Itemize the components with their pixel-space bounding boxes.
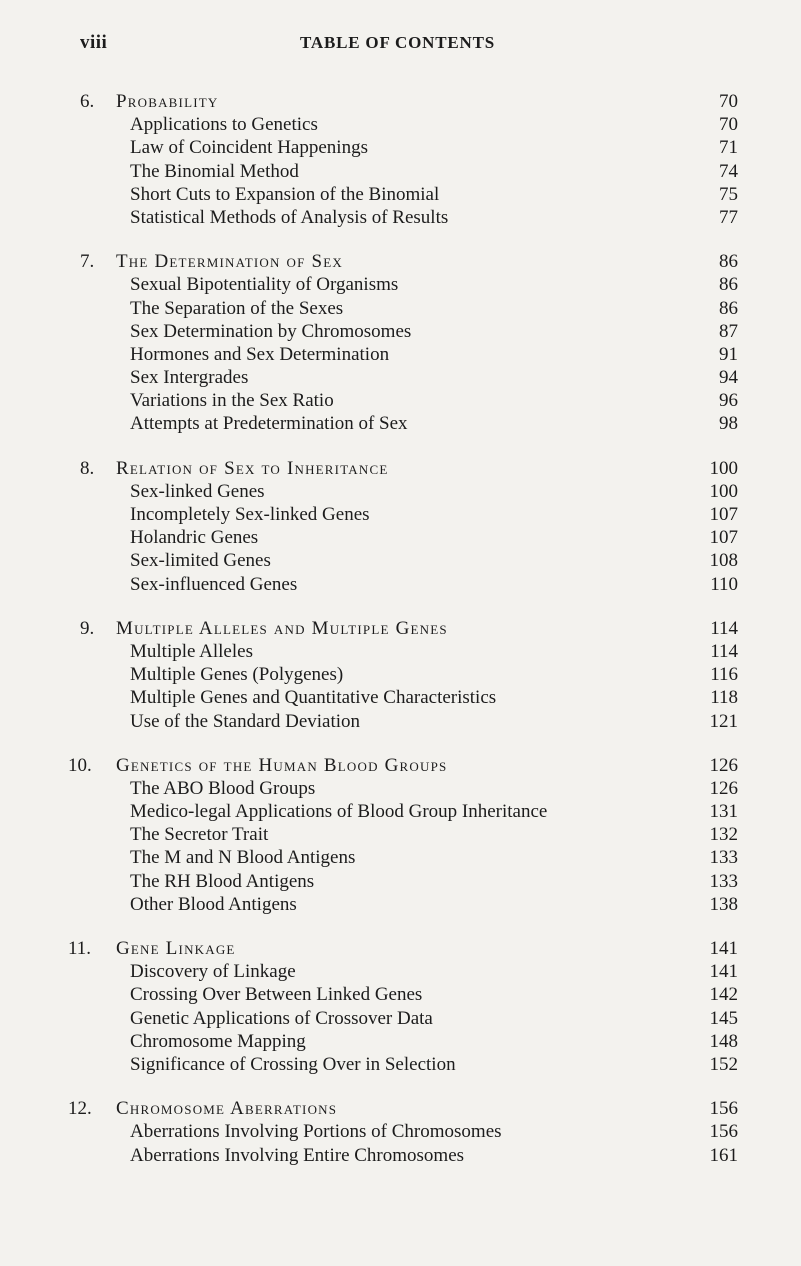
section-title: Genetic Applications of Crossover Data [130, 1007, 433, 1029]
section-entry[interactable] [80, 1053, 738, 1076]
section-title: The ABO Blood Groups [130, 777, 316, 799]
section-title: The Separation of the Sexes [130, 297, 344, 319]
chapter-title: Chromosome Aberrations [116, 1098, 338, 1120]
section-title: Multiple Alleles [130, 640, 253, 662]
chapter-number: 11. [68, 938, 92, 959]
section-page-number: 74 [719, 160, 738, 182]
section-title: Other Blood Antigens [130, 893, 297, 915]
section-page-number: 116 [710, 664, 738, 686]
section-page-number: 133 [709, 847, 738, 869]
chapter-page-number: 86 [719, 251, 738, 273]
chapter-number: 6. [80, 91, 95, 112]
chapter-number: 10. [68, 754, 92, 776]
section-title: Use of the Standard Deviation [130, 710, 361, 732]
section-title: The Secretor Trait [130, 824, 269, 846]
section-title: Variations in the Sex Ratio [130, 390, 334, 412]
section-entry[interactable] [80, 480, 738, 503]
section-title: Law of Coincident Happenings [130, 137, 368, 159]
chapter-entry[interactable] [80, 617, 738, 640]
chapter-entry[interactable] [68, 1097, 738, 1120]
section-page-number: 110 [710, 573, 738, 595]
chapter-title: The Determination of Sex [116, 251, 343, 273]
chapter-block [80, 617, 738, 733]
chapter-block [68, 754, 738, 916]
section-entry[interactable] [80, 136, 738, 159]
section-page-number: 107 [709, 527, 738, 549]
section-entry[interactable] [80, 503, 738, 526]
section-entry[interactable] [80, 389, 738, 412]
page-number: viii [80, 32, 108, 53]
section-entry[interactable] [80, 573, 738, 596]
section-page-number: 131 [709, 801, 738, 823]
section-entry[interactable] [80, 846, 738, 869]
section-entry[interactable] [80, 320, 738, 343]
section-title: Short Cuts to Expansion of the Binomial [130, 183, 440, 205]
section-entry[interactable] [80, 343, 738, 366]
section-page-number: 132 [709, 824, 738, 846]
chapter-block [68, 937, 738, 1076]
section-entry[interactable] [80, 686, 738, 709]
section-page-number: 145 [709, 1007, 738, 1029]
section-title: Significance of Crossing Over in Selection [130, 1053, 456, 1075]
section-entry[interactable] [80, 113, 738, 136]
section-entry[interactable] [80, 1144, 738, 1167]
section-title: Aberrations Involving Portions of Chromosomes [130, 1121, 502, 1143]
section-entry[interactable] [80, 549, 738, 572]
section-title: Applications to Genetics [130, 114, 318, 136]
running-head [0, 32, 801, 56]
chapter-title: Relation of Sex to Inheritance [116, 457, 389, 479]
section-page-number: 94 [719, 367, 738, 389]
section-page-number: 87 [719, 320, 738, 342]
section-title: The M and N Blood Antigens [130, 847, 356, 869]
section-page-number: 98 [719, 413, 738, 435]
section-title: Sex-influenced Genes [130, 573, 298, 595]
section-title: Incompletely Sex-linked Genes [130, 504, 370, 525]
section-page-number: 114 [710, 640, 738, 662]
chapter-number: 7. [80, 251, 95, 273]
chapter-number: 9. [80, 617, 95, 639]
section-page-number: 71 [719, 137, 738, 159]
section-page-number: 121 [709, 710, 738, 732]
section-title: Aberrations Involving Entire Chromosomes [130, 1144, 465, 1166]
section-page-number: 138 [709, 893, 738, 915]
section-title: Sex Determination by Chromosomes [130, 320, 412, 342]
section-page-number: 75 [719, 183, 738, 205]
section-title: Discovery of Linkage [130, 961, 296, 983]
section-entry[interactable] [80, 412, 738, 435]
section-page-number: 141 [709, 961, 738, 983]
section-entry[interactable] [80, 1120, 738, 1143]
section-title: Chromosome Mapping [130, 1030, 306, 1052]
section-entry[interactable] [80, 273, 738, 296]
section-page-number: 107 [709, 504, 738, 525]
chapter-entry[interactable] [80, 250, 738, 273]
section-entry[interactable] [80, 366, 738, 389]
section-entry[interactable] [80, 710, 738, 733]
section-page-number: 70 [719, 114, 738, 136]
section-entry[interactable] [80, 160, 738, 183]
section-title: Attempts at Predetermination of Sex [130, 413, 408, 435]
section-entry[interactable] [80, 800, 738, 823]
chapter-title: Probability [116, 91, 219, 112]
section-entry[interactable] [80, 206, 738, 229]
section-page-number: 152 [709, 1053, 738, 1075]
section-page-number: 133 [709, 870, 738, 892]
section-title: Statistical Methods of Analysis of Results [130, 206, 449, 228]
section-entry[interactable] [80, 1030, 738, 1053]
section-entry[interactable] [80, 297, 738, 320]
running-head-title: TABLE OF CONTENTS [300, 33, 495, 52]
chapter-block [68, 1097, 738, 1167]
chapter-number: 8. [80, 457, 95, 479]
section-page-number: 108 [709, 550, 738, 572]
section-entry[interactable] [80, 960, 738, 983]
section-entry[interactable] [80, 1007, 738, 1030]
section-entry[interactable] [80, 777, 738, 800]
chapter-page-number: 70 [719, 91, 738, 112]
section-entry[interactable] [80, 640, 738, 663]
section-page-number: 86 [719, 274, 738, 296]
chapter-entry[interactable] [68, 754, 738, 777]
section-entry[interactable] [80, 870, 738, 893]
chapter-page-number: 100 [709, 457, 738, 479]
chapter-title: Genetics of the Human Blood Groups [116, 754, 448, 776]
section-title: Hormones and Sex Determination [130, 343, 390, 365]
section-title: The RH Blood Antigens [130, 870, 315, 892]
chapter-page-number: 126 [709, 754, 738, 776]
section-page-number: 77 [719, 206, 738, 228]
chapter-block [80, 250, 738, 436]
section-page-number: 118 [710, 687, 738, 709]
section-entry[interactable] [80, 983, 738, 1006]
section-title: The Binomial Method [130, 160, 299, 182]
section-page-number: 100 [709, 480, 738, 502]
chapter-title: Gene Linkage [116, 938, 236, 959]
section-entry[interactable] [80, 526, 738, 549]
section-entry[interactable] [80, 823, 738, 846]
section-title: Medico-legal Applications of Blood Group Inheritance [130, 801, 548, 823]
section-page-number: 91 [719, 343, 738, 365]
section-title: Sex-linked Genes [130, 480, 265, 502]
section-title: Multiple Genes (Polygenes) [130, 664, 344, 686]
section-entry[interactable] [80, 893, 738, 916]
section-title: Holandric Genes [130, 527, 259, 549]
section-title: Multiple Genes and Quantitative Characteristics [130, 687, 497, 709]
chapter-number: 12. [68, 1098, 92, 1120]
section-page-number: 161 [709, 1144, 738, 1166]
chapter-block [80, 90, 738, 229]
section-page-number: 126 [709, 777, 738, 799]
section-page-number: 156 [709, 1121, 738, 1143]
chapter-block [80, 457, 738, 596]
section-title: Sexual Bipotentiality of Organisms [130, 274, 399, 296]
section-title: Sex-limited Genes [130, 550, 271, 572]
table-of-contents [68, 90, 738, 1188]
section-entry[interactable] [80, 183, 738, 206]
section-title: Sex Intergrades [130, 367, 249, 389]
chapter-entry[interactable] [80, 457, 738, 480]
chapter-entry[interactable] [68, 937, 738, 960]
section-title: Crossing Over Between Linked Genes [130, 984, 423, 1006]
chapter-entry[interactable] [80, 90, 738, 113]
chapter-page-number: 141 [709, 938, 738, 959]
chapter-title: Multiple Alleles and Multiple Genes [116, 617, 448, 639]
section-page-number: 142 [709, 984, 738, 1006]
chapter-page-number: 156 [709, 1098, 738, 1120]
chapter-page-number: 114 [710, 617, 738, 639]
section-page-number: 96 [719, 390, 738, 412]
section-page-number: 148 [709, 1030, 738, 1052]
section-page-number: 86 [719, 297, 738, 319]
section-entry[interactable] [80, 663, 738, 686]
